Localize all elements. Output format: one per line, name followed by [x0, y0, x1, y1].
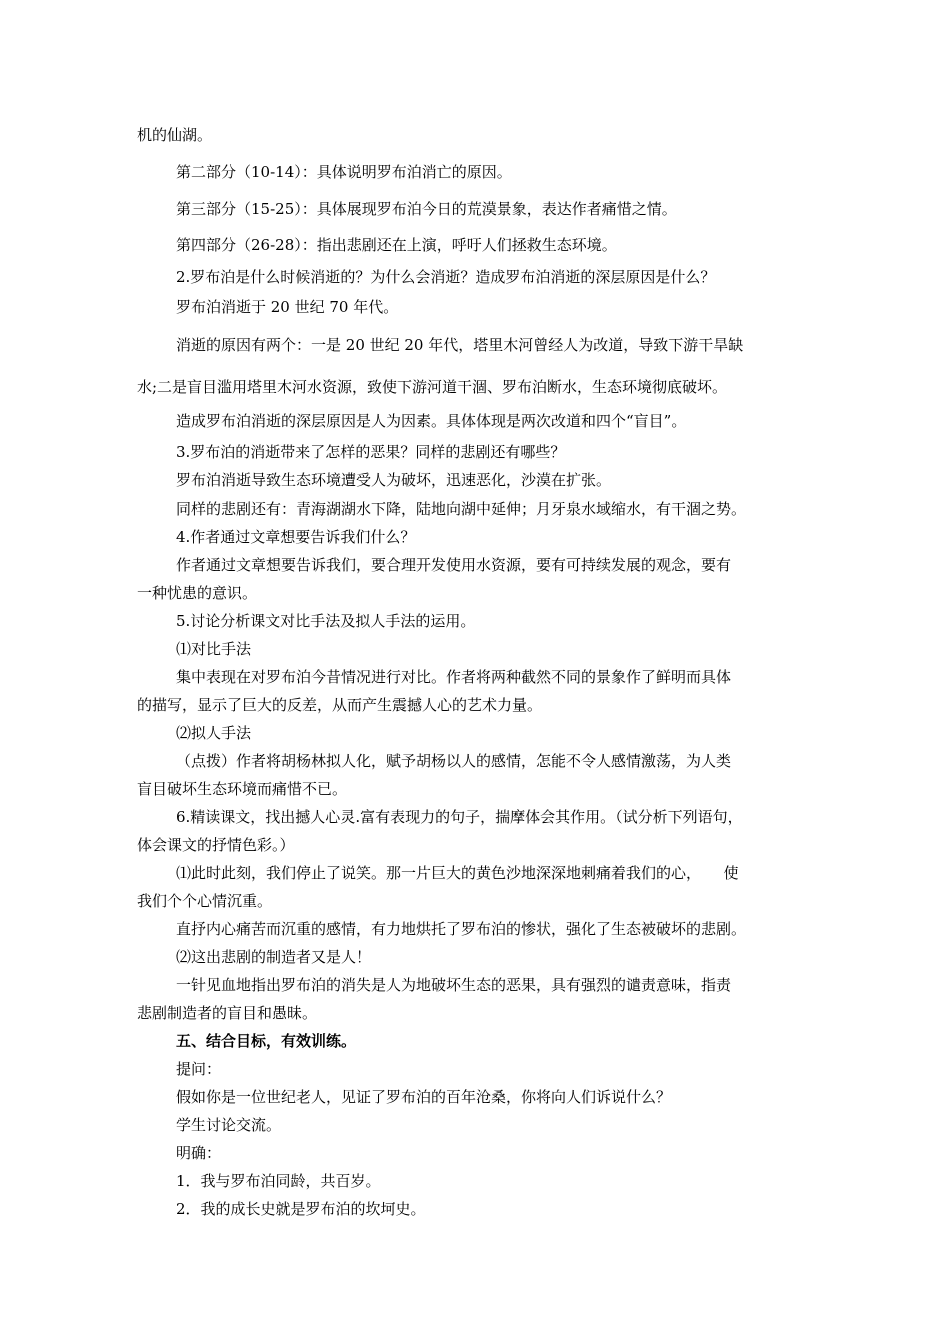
- text-line: 第四部分（26-28）：指出悲剧还在上演，呼吁人们拯救生态环境。: [176, 236, 617, 254]
- text-line: 悲剧制造者的盲目和愚昧。: [137, 1004, 318, 1022]
- text-line: ⑵这出悲剧的制造者又是人！: [176, 948, 372, 966]
- text-line: 罗布泊消逝导致生态环境遭受人为破坏，迅速恶化，沙漠在扩张。: [176, 471, 612, 489]
- text-line: ⑴此时此刻，我们停止了说笑。那一片巨大的黄色沙地深深地刺痛着我们的心， 使: [176, 864, 739, 882]
- text-line: 1．我与罗布泊同龄，共百岁。: [176, 1172, 381, 1190]
- text-line: 一针见血地指出罗布泊的消失是人为地破坏生态的恶果，具有强烈的谴责意味，指责: [176, 976, 732, 994]
- text-line: 集中表现在对罗布泊今昔情况进行对比。作者将两种截然不同的景象作了鲜明而具体: [176, 668, 732, 686]
- text-line: 提问：: [176, 1060, 222, 1078]
- text-line: 罗布泊消逝于 20 世纪 70 年代。: [176, 298, 399, 316]
- text-line: 6.精读课文，找出撼人心灵.富有表现力的句子，揣摩体会其作用。（试分析下列语句，: [176, 808, 743, 826]
- text-line: 作者通过文章想要告诉我们，要合理开发使用水资源，要有可持续发展的观念，要有: [176, 556, 732, 574]
- text-line: 盲目破坏生态环境而痛惜不已。: [137, 780, 348, 798]
- text-line: 机的仙湖。: [137, 126, 213, 144]
- text-line: ⑵拟人手法: [176, 724, 252, 742]
- section-heading: 五、结合目标，有效训练。: [176, 1032, 357, 1050]
- text-line: 水;二是盲目滥用塔里木河水资源，致使下游河道干涸、罗布泊断水，生态环境彻底破坏。: [137, 378, 728, 396]
- text-line: 4.作者通过文章想要告诉我们什么？: [176, 528, 416, 546]
- text-line: 2．我的成长史就是罗布泊的坎坷史。: [176, 1200, 426, 1218]
- text-line: 第二部分（10-14）：具体说明罗布泊消亡的原因。: [176, 163, 512, 181]
- text-line: 5.讨论分析课文对比手法及拟人手法的运用。: [176, 612, 476, 630]
- text-line: 明确：: [176, 1144, 222, 1162]
- text-line: 的描写，显示了巨大的反差，从而产生震撼人心的艺术力量。: [137, 696, 543, 714]
- text-line: 第三部分（15-25）：具体展现罗布泊今日的荒漠景象，表达作者痛惜之情。: [176, 200, 677, 218]
- text-line: 2.罗布泊是什么时候消逝的？为什么会消逝？造成罗布泊消逝的深层原因是什么？: [176, 268, 716, 286]
- text-line: ⑴对比手法: [176, 640, 252, 658]
- text-line: 造成罗布泊消逝的深层原因是人为因素。具体体现是两次改道和四个“盲目”。: [176, 412, 687, 430]
- text-line: 假如你是一位世纪老人，见证了罗布泊的百年沧桑，你将向人们诉说什么？: [176, 1088, 672, 1106]
- text-line: 学生讨论交流。: [176, 1116, 282, 1134]
- text-line: 消逝的原因有两个：一是 20 世纪 20 年代，塔里木河曾经人为改道，导致下游干旱缺: [176, 336, 744, 354]
- text-line: 一种忧患的意识。: [137, 584, 258, 602]
- text-line: （点拨）作者将胡杨林拟人化，赋予胡杨以人的感情，怎能不令人感情激荡，为人类: [176, 752, 732, 770]
- text-line: 同样的悲剧还有：青海湖湖水下降，陆地向湖中延伸；月牙泉水域缩水，有干涸之势。: [176, 500, 747, 518]
- text-line: 直抒内心痛苦而沉重的感情，有力地烘托了罗布泊的惨状，强化了生态被破坏的悲剧。: [176, 920, 747, 938]
- text-line: 体会课文的抒情色彩。）: [137, 836, 295, 854]
- text-line: 3.罗布泊的消逝带来了怎样的恶果？同样的悲剧还有哪些？: [176, 443, 566, 461]
- text-line: 我们个个心情沉重。: [137, 892, 273, 910]
